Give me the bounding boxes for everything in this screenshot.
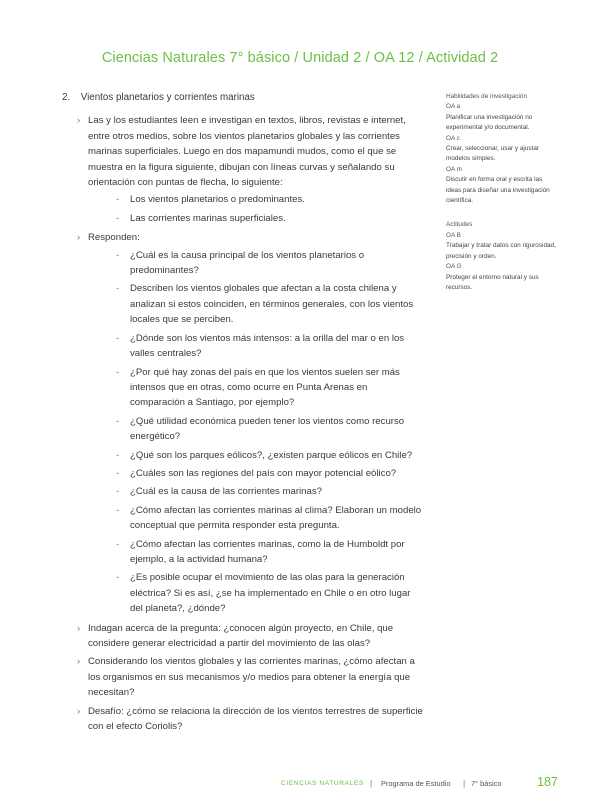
sub-item (88, 503, 424, 534)
dash-icon: - (116, 332, 120, 344)
chevron-right-icon: › (77, 705, 81, 717)
chevron-right-icon: › (77, 622, 81, 634)
sub-item-text: ¿Cómo afectan las corrientes marinas al clima? Elaboran un modelo conceptual que permita responder esta pregunta. (130, 504, 422, 532)
dash-icon: - (116, 415, 120, 427)
skill-item (446, 165, 556, 207)
dash-icon: - (116, 486, 120, 498)
section-number: 2. (62, 92, 71, 103)
attitude-text: Proteger el entorno natural y sus recursos. (446, 273, 539, 291)
dash-icon: - (116, 504, 120, 516)
sub-item (88, 414, 424, 445)
page-header-title: Ciencias Naturales 7° básico / Unidad 2 / OA 12 / Actividad 2 (101, 50, 499, 66)
sub-list (88, 248, 424, 617)
footer-program: Programa de Estudio (381, 779, 451, 788)
sub-item (88, 248, 424, 279)
activity-item-text: Indagan acerca de la pregunta: ¿conocen algún proyecto, en Chile, que considere generar electricidad a partir del movimiento de las olas? (88, 622, 394, 649)
activity-item (62, 230, 424, 616)
activity-item-text: Desafío: ¿cómo se relaciona la dirección de los vientos terrestres de superficie con el efecto Coriolis? (88, 705, 423, 733)
skills-title: Habilidades de investigación (446, 93, 528, 100)
dash-icon: - (116, 572, 120, 584)
chevron-right-icon: › (77, 115, 81, 127)
sub-item (88, 281, 424, 327)
dash-icon: - (116, 194, 120, 206)
dash-icon: - (116, 366, 120, 378)
attitude-text: Trabajar y tratar datos con rigurosidad, precisión y orden. (446, 242, 556, 260)
sub-item-text: ¿Cuál es la causa principal de los vientos planetarios o predominantes? (130, 249, 365, 277)
sub-item (88, 448, 424, 463)
attitude-code: OA B (446, 231, 461, 239)
chevron-right-icon: › (77, 232, 81, 244)
section-heading (62, 90, 424, 105)
sub-item-text: ¿Por qué hay zonas del país en que los vientos suelen ser más intensos que en otras, como ocurre en Punta Arenas en comparación a Santiago, por ejemplo? (130, 366, 400, 409)
sub-item-text: ¿Es posible ocupar el movimiento de las olas para la generación eléctrica? Si es así, ¿se ha implementado en Chile o en otro lugar del planeta?, ¿dónde? (130, 572, 411, 615)
dash-icon: - (116, 467, 120, 479)
sub-item-text: ¿Qué son los parques eólicos?, ¿existen parque eólicos en Chile? (130, 449, 413, 461)
attitude-item (446, 262, 556, 293)
footer-subject: CIENCIAS NATURALES (281, 780, 364, 787)
dash-icon: - (116, 212, 120, 224)
skill-text: Crear, seleccionar, usar y ajustar modelos simples. (446, 145, 540, 163)
skill-code: OA c (446, 134, 460, 142)
dash-icon: - (116, 249, 120, 261)
skill-code: OA m (446, 165, 462, 173)
sub-item-text: Describen los vientos globales que afectan a la costa chilena y analizan si estos coinciden, en términos generales, con los vientos locales que se perciben. (130, 283, 414, 326)
section-title: Vientos planetarios y corrientes marinas (80, 92, 255, 103)
skill-item (446, 134, 556, 165)
dash-icon: - (116, 283, 120, 295)
activity-item-text: Responden: (88, 232, 140, 244)
attitude-item (446, 231, 556, 262)
activity-item (62, 654, 424, 700)
sub-item (88, 331, 424, 362)
main-content (62, 90, 424, 737)
footer-separator: | (370, 778, 373, 788)
footer-grade: 7° básico (471, 779, 502, 788)
attitudes-title: Actitudes (446, 221, 473, 229)
sub-item (88, 466, 424, 481)
skill-item (446, 102, 556, 133)
sidebar-notes (446, 92, 556, 307)
sub-item (88, 537, 424, 568)
sub-item-text: Los vientos planetarios o predominantes. (130, 194, 305, 206)
chevron-right-icon: › (77, 656, 81, 668)
activity-item (62, 704, 424, 735)
sub-item (88, 211, 424, 226)
sub-item-text: Las corrientes marinas superficiales. (130, 212, 286, 224)
footer-separator: | (463, 778, 466, 788)
skill-text: Planificar una investigación no experimental y/o documental. (446, 113, 533, 132)
skills-group (446, 92, 556, 206)
sub-item (88, 192, 424, 207)
sub-item-text: ¿Cuáles son las regiones del país con mayor potencial eólico? (130, 467, 397, 479)
sub-item-text: ¿Dónde son los vientos más intensos: a la orilla del mar o en los valles centrales? (130, 332, 405, 360)
attitude-code: OA G (446, 263, 462, 271)
sub-list (88, 192, 424, 226)
sub-item-text: ¿Cómo afectan las corrientes marinas, como la de Humboldt por ejemplo, a la actividad humana? (130, 538, 405, 565)
dash-icon: - (116, 538, 120, 550)
sub-item (88, 570, 424, 616)
dash-icon: - (116, 449, 120, 461)
skill-text: Discutir en forma oral y escrita las ideas para diseñar una investigación científica. (446, 176, 550, 205)
attitudes-group (446, 220, 556, 293)
activity-item (62, 621, 424, 652)
page-number: 187 (537, 775, 558, 789)
activity-item (62, 113, 424, 226)
sub-item-text: ¿Cuál es la causa de las corrientes marinas? (130, 486, 322, 498)
sub-item (88, 365, 424, 411)
skill-code: OA a (446, 103, 461, 111)
sub-item (88, 484, 424, 499)
sub-item-text: ¿Qué utilidad económica pueden tener los vientos como recurso energético? (130, 415, 405, 443)
activity-item-text: Considerando los vientos globales y las corrientes marinas, ¿cómo afectan a los organismos en sus mecanismos y/o medios para obtener la energía que necesitan? (88, 656, 415, 699)
activity-item-text: Las y los estudiantes leen e investigan en textos, libros, revistas e internet, entre otros medios, sobre los vientos planetarios globales y las corrientes marinas superficiales. Luego en dos mapamundi mudos, como el que se muestra en la figura siguiente, dibujan con líneas curvas y señalando su orientación con puntas de flecha, lo siguiente: (88, 115, 406, 189)
page-footer (0, 776, 600, 796)
